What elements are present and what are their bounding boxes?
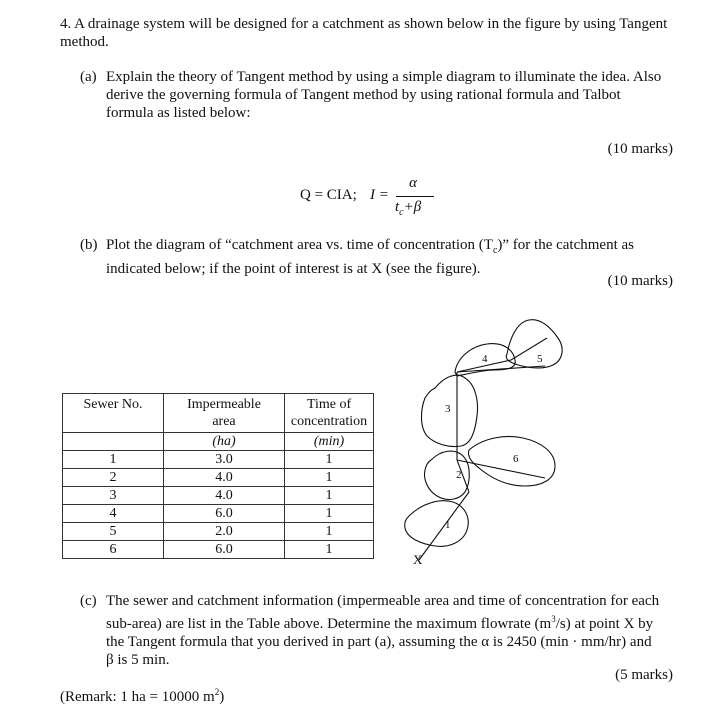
cell-time: 1 xyxy=(285,451,374,469)
header-time-of-concentration xyxy=(285,394,374,433)
part-b-marks: (10 marks) xyxy=(607,273,673,289)
part-c-line-2-text: sub-area) are list in the Table above. Determine the maximum flowrate (m xyxy=(106,616,552,632)
outlet-x-label: X xyxy=(413,552,423,567)
part-b-line-2: indicated below; if the point of interest is at X (see the figure). xyxy=(106,261,481,277)
table-row xyxy=(63,523,374,541)
unit-sewer xyxy=(63,433,164,451)
part-c-label: (c) xyxy=(80,593,97,609)
part-a-marks: (10 marks) xyxy=(607,141,673,157)
cell-sewer: 6 xyxy=(63,541,164,559)
part-c-marks: (5 marks) xyxy=(615,667,673,683)
header-sewer-no xyxy=(63,394,164,433)
cell-time: 1 xyxy=(285,505,374,523)
fraction-bar xyxy=(396,196,434,197)
part-c-line-2-tail: /s) at point X by xyxy=(555,616,654,632)
cell-time: 1 xyxy=(285,541,374,559)
part-c xyxy=(80,592,680,669)
part-b xyxy=(80,236,680,278)
part-c-line-4: β is 5 min. xyxy=(106,652,170,668)
cell-time: 1 xyxy=(285,523,374,541)
part-c-line-2 xyxy=(80,610,680,633)
cell-sewer: 5 xyxy=(63,523,164,541)
cell-sewer: 3 xyxy=(63,487,164,505)
sewer-line xyxy=(457,460,545,478)
denominator-sub: c xyxy=(399,207,404,218)
part-a xyxy=(80,68,680,122)
cell-area: 4.0 xyxy=(164,487,285,505)
header-impermeable-area xyxy=(164,394,285,433)
table-row xyxy=(63,469,374,487)
sub-area-label: 4 xyxy=(482,353,488,365)
header-time-line-2: concentration xyxy=(290,414,368,429)
part-b-tc-sub: c xyxy=(492,245,498,256)
sub-area-6-outline xyxy=(468,437,555,487)
remark-sup: 2 xyxy=(214,687,220,697)
part-c-line-3: the Tangent formula that you derived in part (a), assuming the α is 2450 (min · mm/hr) and xyxy=(106,634,652,650)
part-b-line-1-text: Plot the diagram of “catchment area vs. time of concentration (T xyxy=(106,237,493,253)
cell-time: 1 xyxy=(285,469,374,487)
part-b-line-1 xyxy=(80,236,680,260)
cell-sewer: 1 xyxy=(63,451,164,469)
table-header-row xyxy=(63,394,374,433)
denominator-t: t xyxy=(395,199,400,215)
question-title xyxy=(60,15,680,51)
part-a-line-2: derive the governing formula of Tangent method by using rational formula and Talbot xyxy=(106,87,621,103)
rational-formula: Q = CIA; xyxy=(300,187,357,203)
part-b-label: (b) xyxy=(80,237,98,253)
talbot-denominator xyxy=(395,198,421,222)
sewer-table xyxy=(62,393,374,559)
remark xyxy=(60,683,224,706)
remark-text: (Remark: 1 ha = 10000 m xyxy=(60,689,215,705)
part-a-label: (a) xyxy=(80,69,97,85)
talbot-numerator: α xyxy=(409,175,417,191)
cell-area: 3.0 xyxy=(164,451,285,469)
header-sewer-text: Sewer No. xyxy=(83,397,143,412)
cell-sewer: 4 xyxy=(63,505,164,523)
governing-formula xyxy=(300,176,500,218)
header-area-line-1: Impermeable xyxy=(187,397,261,412)
cell-area: 6.0 xyxy=(164,505,285,523)
table-row xyxy=(63,487,374,505)
sub-area-label: 6 xyxy=(513,453,519,465)
cell-time: 1 xyxy=(285,487,374,505)
table-row xyxy=(63,541,374,559)
header-area-line-2: area xyxy=(212,414,236,429)
unit-area: (ha) xyxy=(164,433,285,451)
cell-sewer: 2 xyxy=(63,469,164,487)
cell-area: 2.0 xyxy=(164,523,285,541)
cell-area: 4.0 xyxy=(164,469,285,487)
sub-area-label: 5 xyxy=(537,353,543,365)
table-row xyxy=(63,505,374,523)
sub-area-1-outline xyxy=(405,501,468,547)
remark-tail: ) xyxy=(219,689,225,705)
table-row xyxy=(63,451,374,469)
talbot-lhs: I = xyxy=(370,187,389,203)
cell-area: 6.0 xyxy=(164,541,285,559)
part-c-m3-sup: 3 xyxy=(551,614,556,624)
sewer-line xyxy=(419,492,469,560)
part-b-line-1-tail: )” for the catchment as xyxy=(497,237,634,253)
question-title-text: 4. A drainage system will be designed for a catchment as shown below in the figure by using Tangent method. xyxy=(60,16,668,50)
table-units-row xyxy=(63,433,374,451)
part-a-line-3: formula as listed below: xyxy=(106,105,251,121)
part-a-line-1: Explain the theory of Tangent method by using a simple diagram to illuminate the idea. Also xyxy=(106,69,662,85)
unit-time: (min) xyxy=(285,433,374,451)
denominator-tail: +β xyxy=(403,199,422,215)
catchment-figure xyxy=(395,310,595,572)
sub-area-label: 1 xyxy=(445,519,451,531)
sub-area-label: 2 xyxy=(456,469,462,481)
header-time-line-1: Time of xyxy=(306,397,352,412)
sub-area-label: 3 xyxy=(445,403,451,415)
part-c-line-1: The sewer and catchment information (impermeable area and time of concentration for each xyxy=(106,593,660,609)
